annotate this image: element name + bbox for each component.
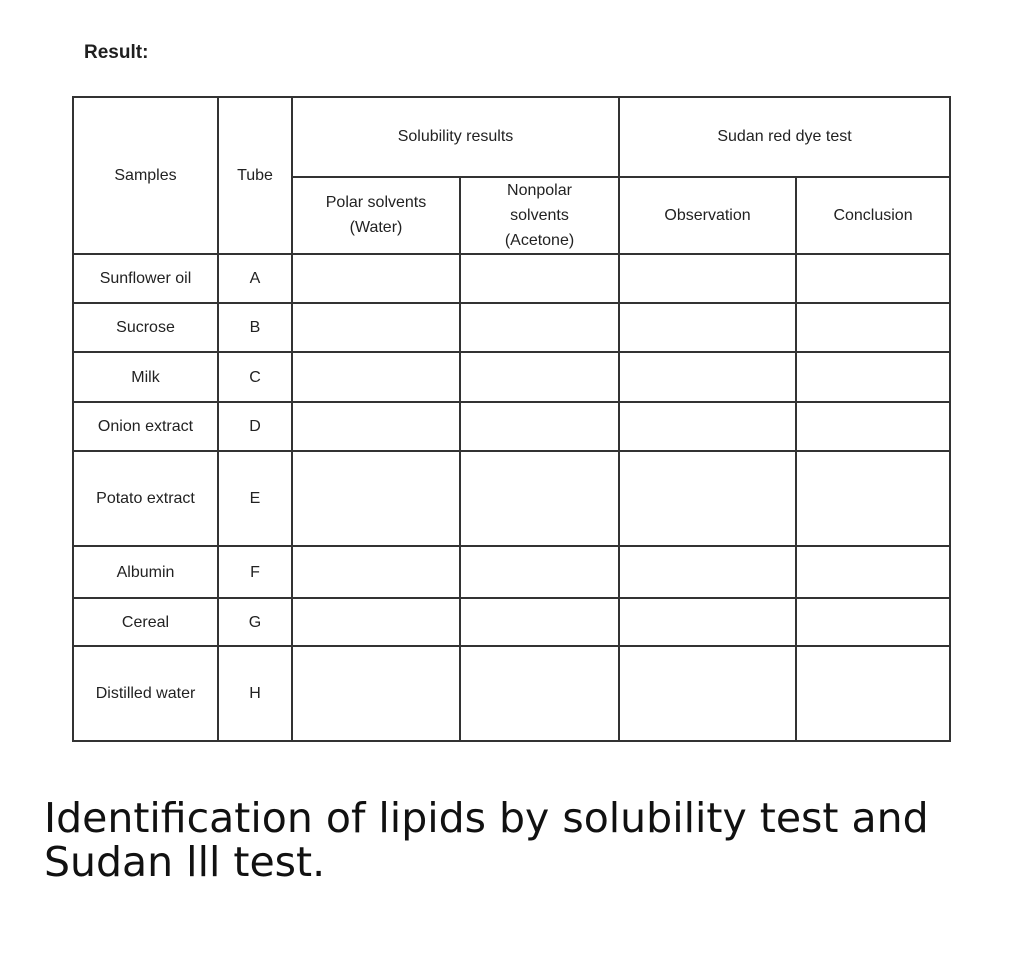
conclusion-cell — [796, 254, 950, 303]
header-polar-solvents — [292, 177, 460, 255]
nonpolar-result-cell — [460, 254, 619, 303]
sample-cell: Sunflower oil — [73, 254, 218, 303]
table-row — [73, 451, 950, 546]
nonpolar-result-cell — [460, 402, 619, 451]
polar-result-cell — [292, 451, 460, 546]
conclusion-cell — [796, 451, 950, 546]
header-row-1 — [73, 97, 950, 177]
header-nonpolar-line3: (Acetone) — [504, 231, 575, 249]
observation-cell — [619, 646, 796, 741]
header-solubility-results: Solubility results — [292, 97, 619, 177]
header-observation: Observation — [619, 177, 796, 255]
observation-cell — [619, 598, 796, 646]
conclusion-cell — [796, 352, 950, 402]
result-heading: Result: — [84, 42, 149, 63]
header-conclusion: Conclusion — [796, 177, 950, 255]
sample-cell: Onion extract — [73, 402, 218, 451]
nonpolar-result-cell — [460, 303, 619, 352]
observation-cell — [619, 352, 796, 402]
polar-result-cell — [292, 352, 460, 402]
tube-cell: G — [218, 598, 292, 646]
tube-cell: A — [218, 254, 292, 303]
polar-result-cell — [292, 303, 460, 352]
polar-result-cell — [292, 646, 460, 741]
header-tube: Tube — [218, 97, 292, 254]
results-table — [72, 96, 951, 742]
table-row — [73, 402, 950, 451]
sample-cell: Milk — [73, 352, 218, 402]
tube-cell: F — [218, 546, 292, 598]
header-nonpolar-line1: Nonpolar — [507, 181, 572, 199]
tube-cell: H — [218, 646, 292, 741]
header-polar-line2: (Water) — [349, 219, 403, 237]
header-nonpolar-solvents — [460, 177, 619, 255]
table-row — [73, 598, 950, 646]
sample-cell: Distilled water — [73, 646, 218, 741]
sample-cell: Albumin — [73, 546, 218, 598]
polar-result-cell — [292, 402, 460, 451]
observation-cell — [619, 303, 796, 352]
tube-cell: B — [218, 303, 292, 352]
observation-cell — [619, 451, 796, 546]
header-sudan-red-dye-test: Sudan red dye test — [619, 97, 950, 177]
tube-cell: D — [218, 402, 292, 451]
header-samples: Samples — [73, 97, 218, 254]
table-row — [73, 546, 950, 598]
nonpolar-result-cell — [460, 352, 619, 402]
table-row — [73, 352, 950, 402]
conclusion-cell — [796, 598, 950, 646]
conclusion-cell — [796, 303, 950, 352]
header-polar-line1: Polar solvents — [325, 194, 427, 212]
nonpolar-result-cell — [460, 451, 619, 546]
nonpolar-result-cell — [460, 546, 619, 598]
polar-result-cell — [292, 598, 460, 646]
nonpolar-result-cell — [460, 646, 619, 741]
sample-cell: Sucrose — [73, 303, 218, 352]
sample-cell: Potato extract — [73, 451, 218, 546]
caption — [44, 796, 1004, 884]
conclusion-cell — [796, 646, 950, 741]
conclusion-cell — [796, 402, 950, 451]
polar-result-cell — [292, 254, 460, 303]
observation-cell — [619, 546, 796, 598]
polar-result-cell — [292, 546, 460, 598]
header-nonpolar-line2: solvents — [510, 206, 569, 224]
table-row — [73, 646, 950, 741]
observation-cell — [619, 254, 796, 303]
table-row — [73, 303, 950, 352]
sample-cell: Cereal — [73, 598, 218, 646]
conclusion-cell — [796, 546, 950, 598]
tube-cell: E — [218, 451, 292, 546]
table-row — [73, 254, 950, 303]
caption-line2: Sudan lll test. — [44, 838, 326, 886]
caption-line1: Identification of lipids by solubility test and — [44, 794, 929, 842]
observation-cell — [619, 402, 796, 451]
tube-cell: C — [218, 352, 292, 402]
nonpolar-result-cell — [460, 598, 619, 646]
